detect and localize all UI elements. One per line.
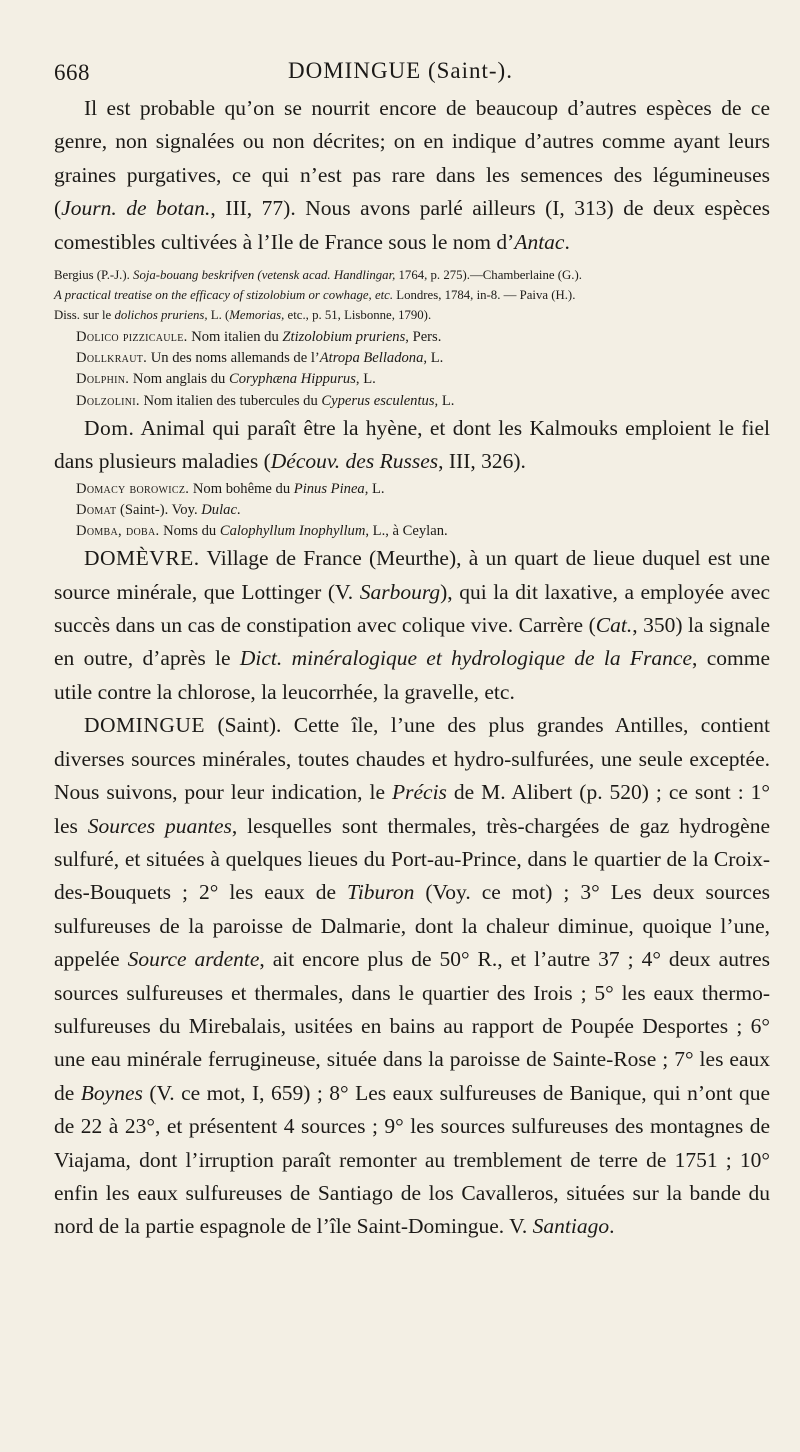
bibliography-line: A practical treatise on the efficacy of stizolobium or cowhage, etc. Londres, 1784, in-8. — Paiva (H.). [54,288,576,303]
entry-headword: DOMÈVRE. [84,546,200,571]
entry-headword: Dom. [84,415,135,440]
entry-dolzolini: Dolzolini. Nom italien des tubercules du Cyperus esculentus, L. [76,392,455,409]
entry-headword: Dolzolini. [76,392,140,409]
page [54,56,770,1244]
entry-headword: Domacy borowicz. [76,480,190,497]
entry-headword: Domba, doba. [76,523,160,540]
page-header [54,56,770,92]
entry-dom: Dom. Animal qui paraît être la hyène, et dont les Kalmouks emploient le fiel dans plusieurs maladies (Découv. des Russes, III, 326). [54,415,770,474]
entry-headword: DOMINGUE [84,713,206,738]
entry-domingue: DOMINGUE (Saint). Cette île, l’une des plus grandes Antilles, contient diverses sources minérales, toutes chaudes et hydro-sulfurées, une seule exceptée. Nous suivons, pour leur indication, le Précis de M. Alibert (p. 520) ; ce sont : 1° les Sources puantes, lesquelles sont thermales, très-chargées de gaz hydrogène sulfuré, et situées à quelques lieues du Port-au-Prince, dans le quartier de la Croix-des-Bouquets ; 2° les eaux de Tiburon (Voy. ce mot) ; 3° Les deux sources sulfureuses de la paroisse de Dalmarie, dont la chaleur diminue, quoique l’une, appelée Source ardente, ait encore plus de 50° R., et l’autre 37 ; 4° deux autres sources sulfureuses et thermales, dans le quartier des Irois ; 5° les eaux thermo-sulfureuses du Mirebalais, usitées en bains au rapport de Poupée Desportes ; 6° une eau minérale ferrugineuse, située dans la paroisse de Sainte-Rose ; 7° les eaux de Boynes (V. ce mot, I, 659) ; 8° Les eaux sulfureuses de Banique, qui n’ont que de 22 à 23°, et présentent 4 sources ; 9° les sources sulfureuses des montagnes de Viajama, dont l’irruption paraît remonter au tremblement de terre de 1751 ; 10° enfin les eaux sulfureuses de Santiago de los Cavalleros, situées sur la bande du nord de la partie espagnole de l’île Saint-Domingue. V. Santiago. [54,713,770,1239]
bibliography-line: Bergius (P.-J.). Soja-bouang beskrifven (vetensk acad. Handlingar, 1764, p. 275).—Chamberlaine (G.). [54,268,582,283]
page-number: 668 [54,60,90,85]
entry-domevre: DOMÈVRE. Village de France (Meurthe), à un quart de lieue duquel est une source minérale, que Lottinger (V. Sarbourg), qui la dit laxative, a employée avec succès dans un cas de constipation avec colique vive. Carrère (Cat., 350) la signale en outre, d’après le Dict. minéralogique et hydrologique de la France, comme utile contre la chlorose, la leucorrhée, la gravelle, etc. [54,546,770,704]
entry-headword: Dolico pizzicaule. [76,329,188,346]
entry-dollkraut: Dollkraut. Un des noms allemands de l’Atropa Belladona, L. [76,350,444,367]
entry-headword: Dollkraut. [76,350,148,367]
entry-domba: Domba, doba. Noms du Calophyllum Inophyllum, L., à Ceylan. [76,523,448,540]
entry-domat: Domat (Saint-). Voy. Dulac. [76,501,241,518]
entry-domacy: Domacy borowicz. Nom bohême du Pinus Pinea, L. [76,480,385,497]
entry-dolphin: Dolphin. Nom anglais du Coryphæna Hippurus, L. [76,371,376,388]
intro-paragraph: Il est probable qu’on se nourrit encore de beaucoup d’autres espèces de ce genre, non signalées ou non décrites; on en indique d’autres comme ayant leurs graines purgatives, ce qui n’est pas rare dans les semences des légumineuses (Journ. de botan., III, 77). Nous avons parlé ailleurs (I, 313) de deux espèces comestibles cultivées à l’Ile de France sous le nom d’Antac. [54,96,770,254]
entry-dolico: Dolico pizzicaule. Nom italien du Ztizolobium pruriens, Pers. [76,329,442,346]
running-title: DOMINGUE (Saint-). [288,58,513,83]
entry-headword: Domat [76,501,117,518]
entry-headword: Dolphin. [76,371,130,388]
bibliography-line: Diss. sur le dolichos pruriens, L. (Memorias, etc., p. 51, Lisbonne, 1790). [54,308,432,323]
